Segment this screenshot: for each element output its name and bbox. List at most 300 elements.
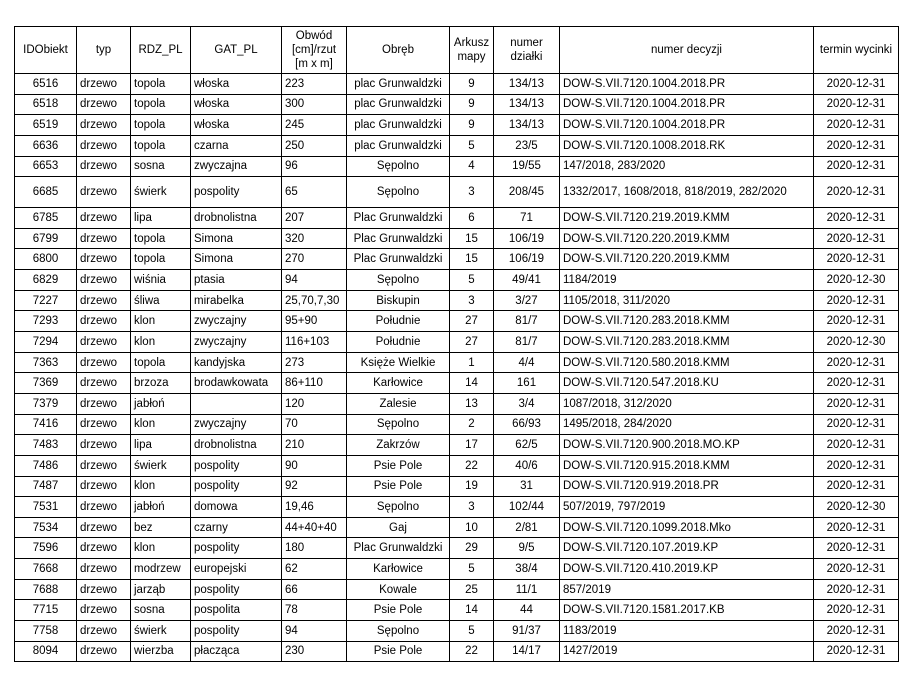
cell-felling-deadline: 2020-12-31 xyxy=(814,414,899,435)
cell-id: 6800 xyxy=(15,249,77,270)
cell-type: drzewo xyxy=(77,177,131,208)
cell-circumference: 230 xyxy=(282,641,347,662)
cell-felling-deadline: 2020-12-31 xyxy=(814,135,899,156)
cell-map-sheet: 27 xyxy=(450,332,494,353)
cell-plot-number: 23/5 xyxy=(494,135,560,156)
cell-map-sheet: 17 xyxy=(450,435,494,456)
cell-genus: topola xyxy=(131,352,191,373)
cell-genus: klon xyxy=(131,311,191,332)
cell-map-sheet: 29 xyxy=(450,538,494,559)
cell-decision-number: DOW-S.VII.7120.919.2018.PR xyxy=(560,476,814,497)
cell-precinct: Psie Pole xyxy=(347,600,450,621)
cell-plot-number: 106/19 xyxy=(494,249,560,270)
cell-id: 7596 xyxy=(15,538,77,559)
cell-genus: klon xyxy=(131,332,191,353)
cell-id: 7227 xyxy=(15,290,77,311)
cell-type: drzewo xyxy=(77,538,131,559)
cell-map-sheet: 5 xyxy=(450,559,494,580)
cell-map-sheet: 14 xyxy=(450,600,494,621)
cell-genus: wierzba xyxy=(131,641,191,662)
cell-species: mirabelka xyxy=(191,290,282,311)
cell-type: drzewo xyxy=(77,579,131,600)
cell-id: 7363 xyxy=(15,352,77,373)
cell-id: 7534 xyxy=(15,517,77,538)
table-header-row xyxy=(15,27,899,74)
cell-type: drzewo xyxy=(77,559,131,580)
cell-decision-number: DOW-S.VII.7120.547.2018.KU xyxy=(560,373,814,394)
cell-genus: klon xyxy=(131,414,191,435)
cell-type: drzewo xyxy=(77,641,131,662)
cell-circumference: 94 xyxy=(282,621,347,642)
cell-id: 7293 xyxy=(15,311,77,332)
cell-circumference: 62 xyxy=(282,559,347,580)
cell-decision-number: 857/2019 xyxy=(560,579,814,600)
cell-circumference: 300 xyxy=(282,94,347,115)
cell-precinct: plac Grunwaldzki xyxy=(347,94,450,115)
cell-genus: klon xyxy=(131,476,191,497)
cell-id: 7688 xyxy=(15,579,77,600)
table-row xyxy=(15,476,899,497)
table-row xyxy=(15,455,899,476)
cell-circumference: 273 xyxy=(282,352,347,373)
cell-species: ptasia xyxy=(191,270,282,291)
cell-decision-number: 1087/2018, 312/2020 xyxy=(560,393,814,414)
cell-precinct: plac Grunwaldzki xyxy=(347,74,450,95)
cell-id: 6518 xyxy=(15,94,77,115)
cell-decision-number: 1184/2019 xyxy=(560,270,814,291)
cell-species: brodawkowata xyxy=(191,373,282,394)
cell-type: drzewo xyxy=(77,290,131,311)
cell-type: drzewo xyxy=(77,115,131,136)
cell-circumference: 207 xyxy=(282,208,347,229)
column-header-species: GAT_PL xyxy=(191,27,282,74)
cell-type: drzewo xyxy=(77,208,131,229)
table-row xyxy=(15,352,899,373)
table-row xyxy=(15,579,899,600)
cell-species: zwyczajna xyxy=(191,156,282,177)
cell-plot-number: 91/37 xyxy=(494,621,560,642)
cell-felling-deadline: 2020-12-30 xyxy=(814,497,899,518)
cell-felling-deadline: 2020-12-31 xyxy=(814,600,899,621)
cell-type: drzewo xyxy=(77,228,131,249)
cell-circumference: 116+103 xyxy=(282,332,347,353)
cell-circumference: 90 xyxy=(282,455,347,476)
cell-plot-number: 71 xyxy=(494,208,560,229)
cell-map-sheet: 2 xyxy=(450,414,494,435)
cell-genus: jabłoń xyxy=(131,497,191,518)
cell-decision-number: DOW-S.VII.7120.283.2018.KMM xyxy=(560,311,814,332)
cell-felling-deadline: 2020-12-31 xyxy=(814,352,899,373)
cell-precinct: Południe xyxy=(347,332,450,353)
cell-felling-deadline: 2020-12-31 xyxy=(814,311,899,332)
cell-type: drzewo xyxy=(77,497,131,518)
table-row xyxy=(15,94,899,115)
cell-circumference: 94 xyxy=(282,270,347,291)
cell-type: drzewo xyxy=(77,332,131,353)
cell-precinct: Plac Grunwaldzki xyxy=(347,228,450,249)
cell-precinct: Plac Grunwaldzki xyxy=(347,538,450,559)
cell-species: europejski xyxy=(191,559,282,580)
cell-id: 7487 xyxy=(15,476,77,497)
cell-decision-number: 1427/2019 xyxy=(560,641,814,662)
cell-decision-number: DOW-S.VII.7120.220.2019.KMM xyxy=(560,249,814,270)
cell-felling-deadline: 2020-12-31 xyxy=(814,373,899,394)
cell-map-sheet: 5 xyxy=(450,270,494,291)
table-row xyxy=(15,135,899,156)
cell-id: 6636 xyxy=(15,135,77,156)
cell-genus: śliwa xyxy=(131,290,191,311)
cell-genus: sosna xyxy=(131,156,191,177)
cell-precinct: Księże Wielkie xyxy=(347,352,450,373)
cell-plot-number: 62/5 xyxy=(494,435,560,456)
cell-map-sheet: 27 xyxy=(450,311,494,332)
cell-plot-number: 134/13 xyxy=(494,115,560,136)
cell-id: 7715 xyxy=(15,600,77,621)
table-row xyxy=(15,393,899,414)
cell-decision-number: 1332/2017, 1608/2018, 818/2019, 282/2020 xyxy=(560,177,814,208)
cell-map-sheet: 3 xyxy=(450,177,494,208)
cell-plot-number: 208/45 xyxy=(494,177,560,208)
cell-type: drzewo xyxy=(77,311,131,332)
cell-map-sheet: 19 xyxy=(450,476,494,497)
cell-species: zwyczajny xyxy=(191,414,282,435)
cell-map-sheet: 9 xyxy=(450,74,494,95)
cell-precinct: Psie Pole xyxy=(347,455,450,476)
cell-decision-number: DOW-S.VII.7120.1004.2018.PR xyxy=(560,115,814,136)
cell-species xyxy=(191,393,282,414)
cell-felling-deadline: 2020-12-31 xyxy=(814,641,899,662)
cell-map-sheet: 9 xyxy=(450,115,494,136)
table-row xyxy=(15,559,899,580)
cell-type: drzewo xyxy=(77,74,131,95)
cell-felling-deadline: 2020-12-31 xyxy=(814,517,899,538)
cell-type: drzewo xyxy=(77,517,131,538)
cell-map-sheet: 10 xyxy=(450,517,494,538)
cell-precinct: Sępolno xyxy=(347,414,450,435)
cell-map-sheet: 15 xyxy=(450,228,494,249)
cell-id: 6799 xyxy=(15,228,77,249)
cell-plot-number: 134/13 xyxy=(494,74,560,95)
cell-decision-number: DOW-S.VII.7120.219.2019.KMM xyxy=(560,208,814,229)
cell-precinct: Sępolno xyxy=(347,156,450,177)
cell-genus: sosna xyxy=(131,600,191,621)
cell-circumference: 96 xyxy=(282,156,347,177)
table-row xyxy=(15,177,899,208)
cell-plot-number: 49/41 xyxy=(494,270,560,291)
cell-species: pospolita xyxy=(191,600,282,621)
cell-genus: świerk xyxy=(131,621,191,642)
cell-species: zwyczajny xyxy=(191,332,282,353)
cell-circumference: 223 xyxy=(282,74,347,95)
cell-species: pospolity xyxy=(191,177,282,208)
cell-decision-number: DOW-S.VII.7120.915.2018.KMM xyxy=(560,455,814,476)
cell-plot-number: 9/5 xyxy=(494,538,560,559)
cell-plot-number: 11/1 xyxy=(494,579,560,600)
cell-circumference: 320 xyxy=(282,228,347,249)
table-row xyxy=(15,600,899,621)
cell-plot-number: 31 xyxy=(494,476,560,497)
cell-genus: świerk xyxy=(131,455,191,476)
cell-genus: bez xyxy=(131,517,191,538)
cell-species: pospolity xyxy=(191,621,282,642)
cell-type: drzewo xyxy=(77,621,131,642)
cell-precinct: Psie Pole xyxy=(347,476,450,497)
cell-decision-number: DOW-S.VII.7120.900.2018.MO.KP xyxy=(560,435,814,456)
cell-precinct: Karłowice xyxy=(347,559,450,580)
cell-circumference: 78 xyxy=(282,600,347,621)
column-header-type: typ xyxy=(77,27,131,74)
column-header-felling-deadline: termin wycinki xyxy=(814,27,899,74)
cell-species: czarny xyxy=(191,517,282,538)
cell-map-sheet: 5 xyxy=(450,621,494,642)
cell-circumference: 65 xyxy=(282,177,347,208)
cell-type: drzewo xyxy=(77,476,131,497)
cell-type: drzewo xyxy=(77,156,131,177)
cell-precinct: Biskupin xyxy=(347,290,450,311)
column-header-circumference: Obwód [cm]/rzut [m x m] xyxy=(282,27,347,74)
table-row xyxy=(15,435,899,456)
cell-precinct: Sępolno xyxy=(347,177,450,208)
table-row xyxy=(15,373,899,394)
cell-circumference: 245 xyxy=(282,115,347,136)
cell-decision-number: 507/2019, 797/2019 xyxy=(560,497,814,518)
cell-circumference: 92 xyxy=(282,476,347,497)
cell-species: drobnolistna xyxy=(191,435,282,456)
cell-felling-deadline: 2020-12-31 xyxy=(814,393,899,414)
cell-circumference: 250 xyxy=(282,135,347,156)
cell-id: 7483 xyxy=(15,435,77,456)
cell-genus: jarząb xyxy=(131,579,191,600)
cell-species: czarna xyxy=(191,135,282,156)
cell-decision-number: 1105/2018, 311/2020 xyxy=(560,290,814,311)
cell-id: 7758 xyxy=(15,621,77,642)
cell-plot-number: 102/44 xyxy=(494,497,560,518)
cell-id: 6685 xyxy=(15,177,77,208)
cell-felling-deadline: 2020-12-31 xyxy=(814,177,899,208)
table-row xyxy=(15,156,899,177)
cell-species: włoska xyxy=(191,94,282,115)
cell-species: kandyjska xyxy=(191,352,282,373)
cell-plot-number: 66/93 xyxy=(494,414,560,435)
cell-map-sheet: 25 xyxy=(450,579,494,600)
table-row xyxy=(15,621,899,642)
cell-id: 7486 xyxy=(15,455,77,476)
cell-precinct: Sępolno xyxy=(347,270,450,291)
cell-felling-deadline: 2020-12-30 xyxy=(814,270,899,291)
cell-decision-number: DOW-S.VII.7120.283.2018.KMM xyxy=(560,332,814,353)
cell-id: 7416 xyxy=(15,414,77,435)
cell-precinct: plac Grunwaldzki xyxy=(347,115,450,136)
cell-map-sheet: 4 xyxy=(450,156,494,177)
column-header-genus: RDZ_PL xyxy=(131,27,191,74)
cell-id: 6653 xyxy=(15,156,77,177)
cell-felling-deadline: 2020-12-31 xyxy=(814,249,899,270)
cell-map-sheet: 15 xyxy=(450,249,494,270)
cell-plot-number: 19/55 xyxy=(494,156,560,177)
table-row xyxy=(15,228,899,249)
cell-precinct: Sępolno xyxy=(347,621,450,642)
table-row xyxy=(15,208,899,229)
cell-decision-number: DOW-S.VII.7120.580.2018.KMM xyxy=(560,352,814,373)
cell-decision-number: DOW-S.VII.7120.410.2019.KP xyxy=(560,559,814,580)
cell-felling-deadline: 2020-12-31 xyxy=(814,156,899,177)
table-row xyxy=(15,517,899,538)
cell-type: drzewo xyxy=(77,414,131,435)
cell-map-sheet: 3 xyxy=(450,290,494,311)
cell-plot-number: 3/27 xyxy=(494,290,560,311)
cell-genus: lipa xyxy=(131,208,191,229)
cell-precinct: Sępolno xyxy=(347,497,450,518)
cell-map-sheet: 13 xyxy=(450,393,494,414)
cell-type: drzewo xyxy=(77,600,131,621)
cell-genus: topola xyxy=(131,94,191,115)
cell-circumference: 270 xyxy=(282,249,347,270)
cell-species: pospolity xyxy=(191,455,282,476)
cell-decision-number: 1183/2019 xyxy=(560,621,814,642)
cell-id: 7531 xyxy=(15,497,77,518)
table-row xyxy=(15,641,899,662)
cell-plot-number: 134/13 xyxy=(494,94,560,115)
cell-circumference: 180 xyxy=(282,538,347,559)
cell-circumference: 70 xyxy=(282,414,347,435)
table-row xyxy=(15,497,899,518)
cell-circumference: 19,46 xyxy=(282,497,347,518)
cell-decision-number: DOW-S.VII.7120.1008.2018.RK xyxy=(560,135,814,156)
column-header-decision-number: numer decyzji xyxy=(560,27,814,74)
cell-species: domowa xyxy=(191,497,282,518)
cell-felling-deadline: 2020-12-31 xyxy=(814,115,899,136)
column-header-map-sheet: Arkusz mapy xyxy=(450,27,494,74)
cell-id: 6785 xyxy=(15,208,77,229)
cell-felling-deadline: 2020-12-31 xyxy=(814,579,899,600)
cell-id: 6829 xyxy=(15,270,77,291)
cell-species: pospolity xyxy=(191,579,282,600)
cell-species: Simona xyxy=(191,228,282,249)
cell-felling-deadline: 2020-12-31 xyxy=(814,476,899,497)
column-header-id: IDObiekt xyxy=(15,27,77,74)
cell-species: pospolity xyxy=(191,476,282,497)
cell-plot-number: 81/7 xyxy=(494,311,560,332)
cell-map-sheet: 1 xyxy=(450,352,494,373)
cell-map-sheet: 9 xyxy=(450,94,494,115)
cell-type: drzewo xyxy=(77,135,131,156)
cell-felling-deadline: 2020-12-31 xyxy=(814,559,899,580)
cell-type: drzewo xyxy=(77,455,131,476)
cell-type: drzewo xyxy=(77,94,131,115)
cell-plot-number: 81/7 xyxy=(494,332,560,353)
cell-genus: brzoza xyxy=(131,373,191,394)
cell-genus: klon xyxy=(131,538,191,559)
cell-map-sheet: 3 xyxy=(450,497,494,518)
cell-circumference: 210 xyxy=(282,435,347,456)
cell-id: 6519 xyxy=(15,115,77,136)
cell-felling-deadline: 2020-12-31 xyxy=(814,538,899,559)
cell-plot-number: 3/4 xyxy=(494,393,560,414)
cell-type: drzewo xyxy=(77,435,131,456)
table-row xyxy=(15,332,899,353)
cell-id: 7668 xyxy=(15,559,77,580)
cell-precinct: Plac Grunwaldzki xyxy=(347,249,450,270)
cell-species: włoska xyxy=(191,74,282,95)
cell-plot-number: 4/4 xyxy=(494,352,560,373)
cell-id: 6516 xyxy=(15,74,77,95)
cell-species: zwyczajny xyxy=(191,311,282,332)
cell-id: 8094 xyxy=(15,641,77,662)
cell-genus: topola xyxy=(131,228,191,249)
cell-felling-deadline: 2020-12-31 xyxy=(814,290,899,311)
cell-felling-deadline: 2020-12-31 xyxy=(814,94,899,115)
cell-precinct: Karłowice xyxy=(347,373,450,394)
table-row xyxy=(15,74,899,95)
cell-circumference: 44+40+40 xyxy=(282,517,347,538)
cell-precinct: Psie Pole xyxy=(347,641,450,662)
cell-felling-deadline: 2020-12-31 xyxy=(814,208,899,229)
cell-plot-number: 161 xyxy=(494,373,560,394)
cell-type: drzewo xyxy=(77,393,131,414)
cell-circumference: 66 xyxy=(282,579,347,600)
cell-genus: topola xyxy=(131,74,191,95)
table-row xyxy=(15,290,899,311)
cell-map-sheet: 22 xyxy=(450,641,494,662)
tree-removal-table xyxy=(14,26,899,662)
cell-id: 7369 xyxy=(15,373,77,394)
cell-circumference: 120 xyxy=(282,393,347,414)
cell-map-sheet: 22 xyxy=(450,455,494,476)
cell-decision-number: DOW-S.VII.7120.220.2019.KMM xyxy=(560,228,814,249)
cell-felling-deadline: 2020-12-31 xyxy=(814,74,899,95)
cell-species: Simona xyxy=(191,249,282,270)
cell-genus: wiśnia xyxy=(131,270,191,291)
cell-genus: topola xyxy=(131,249,191,270)
cell-plot-number: 44 xyxy=(494,600,560,621)
cell-precinct: Kowale xyxy=(347,579,450,600)
cell-plot-number: 38/4 xyxy=(494,559,560,580)
cell-plot-number: 106/19 xyxy=(494,228,560,249)
cell-precinct: Południe xyxy=(347,311,450,332)
column-header-plot-number: numer działki xyxy=(494,27,560,74)
cell-plot-number: 2/81 xyxy=(494,517,560,538)
cell-type: drzewo xyxy=(77,373,131,394)
cell-species: pospolity xyxy=(191,538,282,559)
cell-felling-deadline: 2020-12-31 xyxy=(814,228,899,249)
cell-genus: topola xyxy=(131,115,191,136)
cell-plot-number: 14/17 xyxy=(494,641,560,662)
cell-type: drzewo xyxy=(77,249,131,270)
cell-species: drobnolistna xyxy=(191,208,282,229)
cell-decision-number: DOW-S.VII.7120.1004.2018.PR xyxy=(560,74,814,95)
cell-decision-number: DOW-S.VII.7120.1581.2017.KB xyxy=(560,600,814,621)
cell-map-sheet: 14 xyxy=(450,373,494,394)
cell-id: 7294 xyxy=(15,332,77,353)
table-body xyxy=(15,74,899,662)
table-row xyxy=(15,414,899,435)
cell-circumference: 86+110 xyxy=(282,373,347,394)
cell-precinct: plac Grunwaldzki xyxy=(347,135,450,156)
cell-decision-number: DOW-S.VII.7120.107.2019.KP xyxy=(560,538,814,559)
cell-precinct: Plac Grunwaldzki xyxy=(347,208,450,229)
cell-map-sheet: 5 xyxy=(450,135,494,156)
cell-genus: lipa xyxy=(131,435,191,456)
table-row xyxy=(15,249,899,270)
cell-precinct: Zalesie xyxy=(347,393,450,414)
cell-circumference: 95+90 xyxy=(282,311,347,332)
cell-felling-deadline: 2020-12-30 xyxy=(814,332,899,353)
cell-genus: modrzew xyxy=(131,559,191,580)
cell-species: płacząca xyxy=(191,641,282,662)
column-header-precinct: Obręb xyxy=(347,27,450,74)
cell-type: drzewo xyxy=(77,352,131,373)
table-row xyxy=(15,270,899,291)
